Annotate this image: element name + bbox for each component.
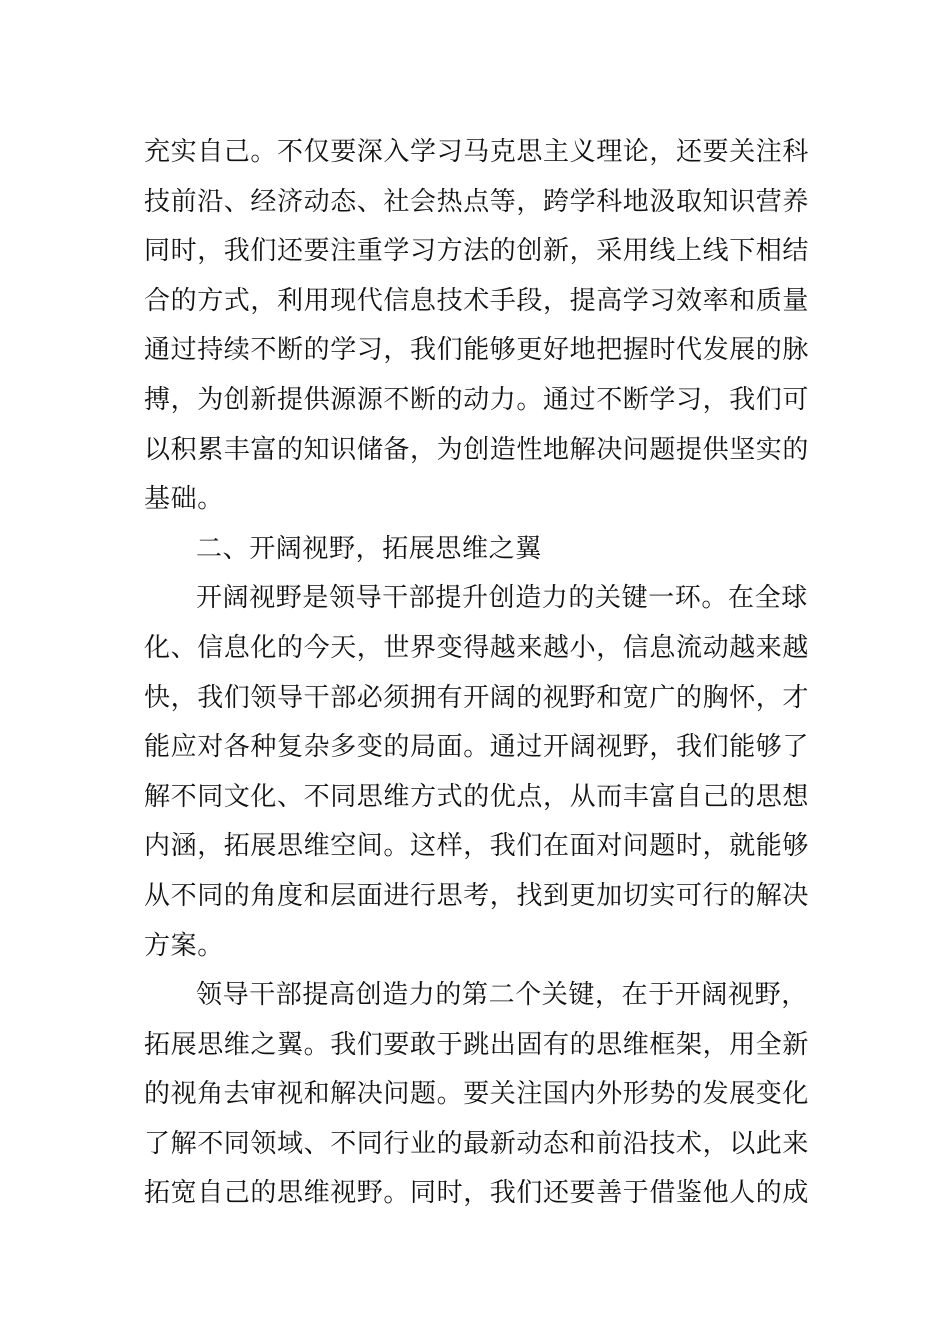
text-line: 充实自己。不仅要深入学习马克思主义理论，还要关注科 <box>144 137 810 167</box>
text-line: 能应对各种复杂多变的局面。通过开阔视野，我们能够了 <box>144 732 810 763</box>
text-line: 同时，我们还要注重学习方法的创新，采用线上线下相结 <box>144 236 810 267</box>
text-line: 拓展思维之翼。我们要敢于跳出固有的思维框架，用全新 <box>144 1029 810 1060</box>
text-line: 合的方式，利用现代信息技术手段，提高学习效率和质量 <box>144 285 810 316</box>
text-line: 快，我们领导干部必须拥有开阔的视野和宽广的胸怀，才 <box>144 682 810 713</box>
text-line: 拓宽自己的思维视野。同时，我们还要善于借鉴他人的成 <box>144 1178 810 1209</box>
text-line: 以积累丰富的知识储备，为创造性地解决问题提供坚实的 <box>144 434 810 465</box>
section-heading: 二、开阔视野，拓展思维之翼 <box>196 533 542 564</box>
paragraph-first-line: 开阔视野是领导干部提升创造力的关键一环。在全球 <box>196 583 808 614</box>
text-line: 的视角去审视和解决问题。要关注国内外形势的发展变化 <box>144 1079 810 1110</box>
text-line: 化、信息化的今天，世界变得越来越小，信息流动越来越 <box>144 632 810 663</box>
text-line: 搏，为创新提供源源不断的动力。通过不断学习，我们可 <box>144 384 810 415</box>
text-line: 方案。 <box>144 930 224 961</box>
paragraph-first-line: 领导干部提高创造力的第二个关键，在于开阔视野， <box>196 980 808 1011</box>
text-line: 技前沿、经济动态、社会热点等，跨学科地汲取知识营养 <box>144 186 810 217</box>
text-line: 解不同文化、不同思维方式的优点，从而丰富自己的思想 <box>144 781 810 812</box>
text-line: 内涵，拓展思维空间。这样，我们在面对问题时，就能够 <box>144 831 810 862</box>
document-body <box>144 128 814 1219</box>
text-line: 通过持续不断的学习，我们能够更好地把握时代发展的脉 <box>144 335 810 366</box>
text-line: 从不同的角度和层面进行思考，找到更加切实可行的解决 <box>144 880 810 911</box>
text-line: 基础。 <box>144 484 224 515</box>
text-line: 了解不同领域、不同行业的最新动态和前沿技术，以此来 <box>144 1128 810 1159</box>
